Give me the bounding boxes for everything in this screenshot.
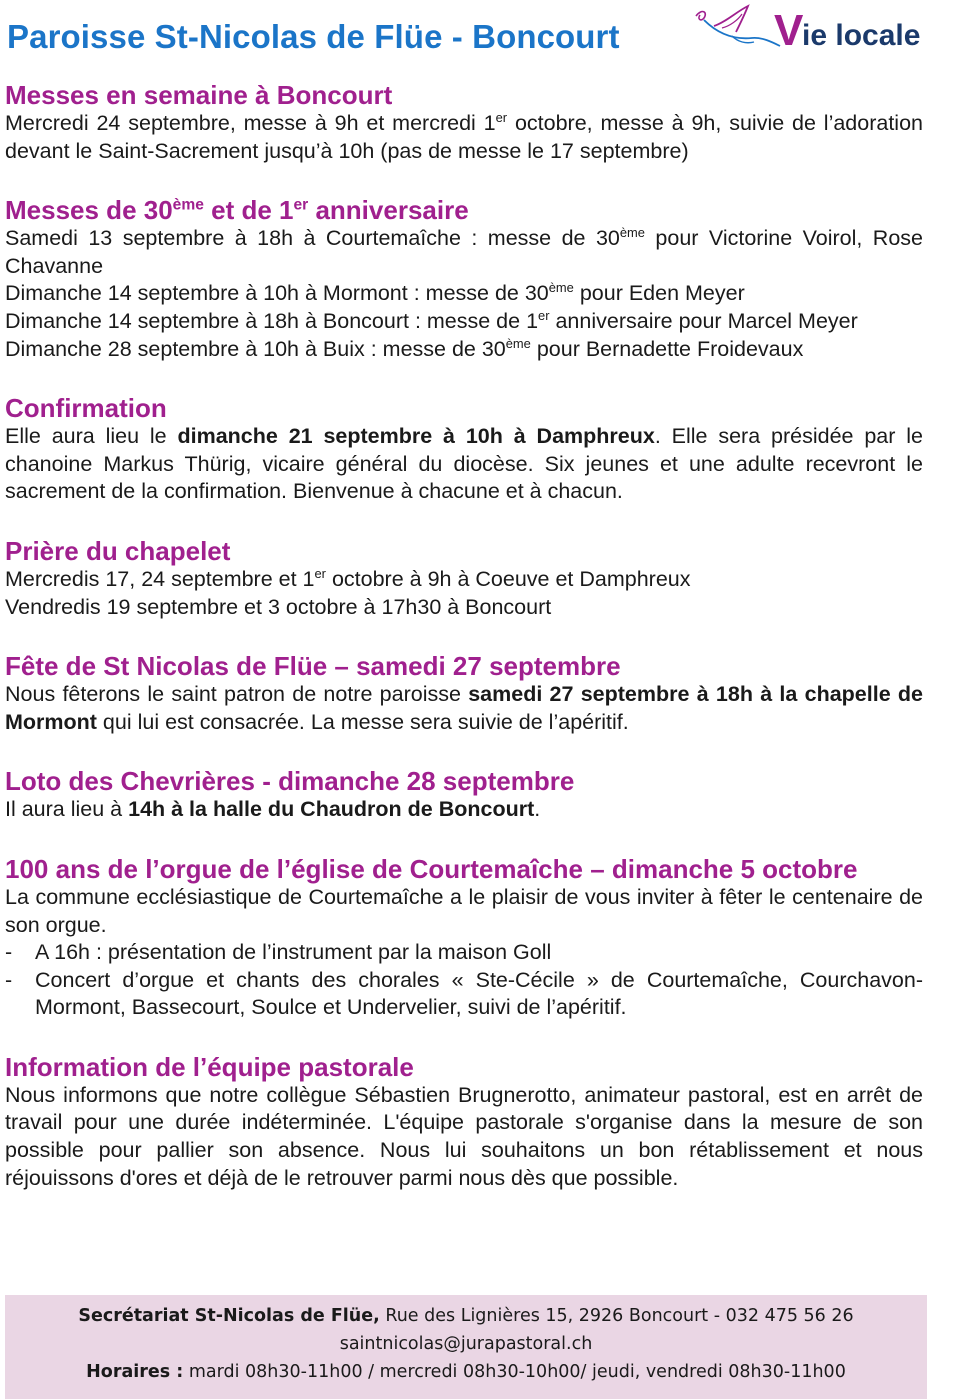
paragraph: Nous informons que notre collègue Sébastien Brugnerotto, animateur pastoral, est en arrêt de travail pour une durée indéterminée. L'équipe pastorale s'organise dans la mesure de son possible pour pallier son absence. Nous lui souhaitons un bon rétablissement et nous réjouissons d'ores et déjà de le retrouver parmi nous dès que possible.	[5, 1082, 923, 1190]
section-heading: Information de l’équipe pastorale	[5, 1051, 414, 1082]
vie-locale-logo	[692, 2, 942, 62]
paragraph: La commune ecclésiastique de Courtemaîche a le plaisir de vous inviter à fêter le centenaire de son orgue.	[5, 884, 923, 937]
footer-email: saintnicolas@jurapastoral.ch	[339, 1334, 593, 1354]
dove-icon	[692, 2, 782, 62]
section-loto	[5, 766, 923, 824]
section-heading: Fête de St Nicolas de Flüe – samedi 27 septembre	[5, 651, 621, 682]
section-heading: Messes de 30ème et de 1er anniversaire	[5, 195, 469, 226]
paragraph: Nous fêterons le saint patron de notre paroisse samedi 27 septembre à 18h à la chapelle de Mormont qui lui est consacrée. La messe sera suivie de l’apéritif.	[5, 682, 923, 734]
section-patron-feast	[5, 651, 923, 736]
section-weekday-masses	[5, 80, 923, 165]
paragraph: Mercredis 17, 24 septembre et 1er octobre à 9h à Coeuve et Damphreux	[5, 565, 691, 591]
section-heading: Prière du chapelet	[5, 535, 231, 566]
paragraph: Dimanche 14 septembre à 18h à Boncourt : messe de 1er anniversaire pour Marcel Meyer	[5, 307, 858, 333]
paragraph: Il aura lieu à 14h à la halle du Chaudron de Boncourt.	[5, 797, 541, 822]
bulletin-content	[5, 80, 923, 1222]
page-title: Paroisse St-Nicolas de Flüe - Boncourt	[7, 18, 620, 55]
paragraph: Dimanche 14 septembre à 10h à Mormont : messe de 30ème pour Eden Meyer	[5, 280, 745, 306]
section-organ-centenary	[5, 854, 923, 1022]
section-heading: Confirmation	[5, 393, 167, 424]
secretariat-footer	[5, 1295, 927, 1399]
section-pastoral-team-info	[5, 1052, 923, 1192]
section-rosary-prayer	[5, 536, 923, 621]
paragraph: Elle aura lieu le dimanche 21 septembre à 10h à Damphreux. Elle sera présidée par le chanoine Markus Thürig, vicaire général du diocèse. Six jeunes et une adulte recevront le sacrement de la confirmation. Bienvenue à chacune et à chacun.	[5, 424, 923, 504]
footer-address: Secrétariat St-Nicolas de Flüe, Rue des Lignières 15, 2926 Boncourt - 032 475 56 26	[78, 1306, 854, 1326]
paragraph: Samedi 13 septembre à 18h à Courtemaîche : messe de 30ème pour Victorine Voirol, Rose Chavanne	[5, 225, 923, 278]
logo-initial: V	[774, 6, 804, 55]
paragraph: Dimanche 28 septembre à 10h à Buix : messe de 30ème pour Bernadette Froidevaux	[5, 335, 804, 361]
section-confirmation	[5, 393, 923, 506]
section-heading: Loto des Chevrières - dimanche 28 septembre	[5, 766, 575, 797]
section-heading: 100 ans de l’orgue de l’église de Courtemaîche – dimanche 5 octobre	[5, 853, 858, 884]
list-item: - Concert d’orgue et chants des chorales « Ste-Cécile » de Courtemaîche, Courchavon-Mormont, Bassecourt, Soulce et Undervelier, suivi de l’apéritif.	[5, 967, 923, 1020]
paragraph: Mercredi 24 septembre, messe à 9h et mercredi 1er octobre, messe à 9h, suivie de l’adoration devant le Saint-Sacrement jusqu’à 10h (pas de messe le 17 septembre)	[5, 109, 923, 163]
section-heading: Messes en semaine à Boncourt	[5, 80, 393, 110]
list-item: - A 16h : présentation de l’instrument par la maison Goll	[5, 940, 552, 965]
logo-text: ie locale	[802, 19, 921, 52]
footer-hours: Horaires : mardi 08h30-11h00 / mercredi 08h30-10h00/ jeudi, vendredi 08h30-11h00	[86, 1362, 846, 1382]
section-anniversary-masses	[5, 195, 923, 363]
page-header	[0, 0, 962, 70]
paragraph: Vendredis 19 septembre et 3 octobre à 17h30 à Boncourt	[5, 594, 552, 619]
